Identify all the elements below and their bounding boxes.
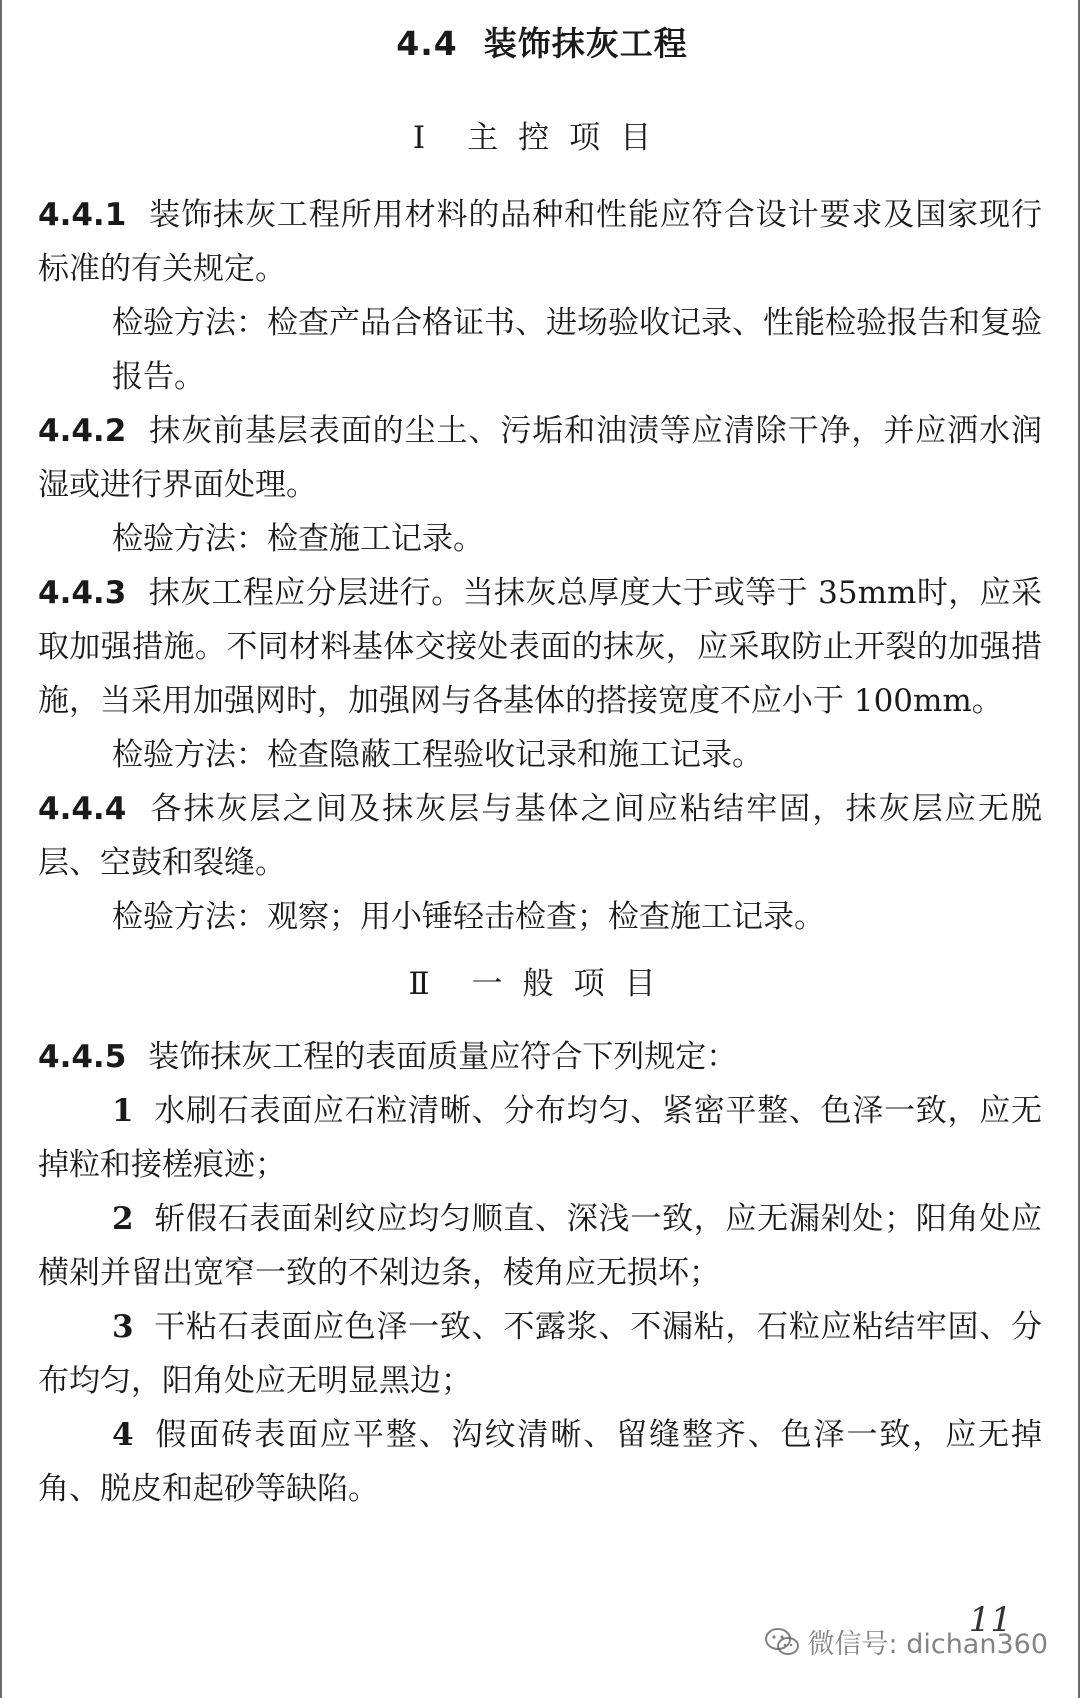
- clause-4-4-5: [38, 1030, 1042, 1084]
- inspection-method: 检验方法：检查产品合格证书、进场验收记录、性能检验报告和复验报告。: [112, 305, 1042, 395]
- subheading-roman: Ⅱ: [408, 966, 450, 1002]
- clause-4-4-3: [38, 566, 1042, 728]
- subheading-text: 一般项目: [471, 966, 676, 1002]
- subheading-text: 主控项目: [467, 120, 672, 156]
- clause-number: 4.4.4: [38, 791, 127, 827]
- general-clauses: [38, 1030, 1042, 1516]
- inspection-method: 检验方法：检查隐蔽工程验收记录和施工记录。: [112, 737, 763, 773]
- list-item: [38, 1300, 1042, 1408]
- watermark: [764, 1622, 1048, 1661]
- section-title: [2, 18, 1080, 65]
- page-number: 11: [968, 1600, 1012, 1640]
- clause-number: 4.4.2: [38, 413, 127, 449]
- clause-text: 抹灰前基层表面的尘土、污垢和油渍等应清除干净，并应洒水润湿或进行界面处理。: [38, 413, 1042, 503]
- section-title-text: 装饰抹灰工程: [483, 24, 688, 63]
- item-number: 1: [112, 1093, 134, 1129]
- inspection-method: 检验方法：检查施工记录。: [112, 521, 484, 557]
- clause-number: 4.4.1: [38, 197, 127, 233]
- subheading-general-items: [2, 958, 1080, 1003]
- clause-4-4-1: [38, 188, 1042, 296]
- wechat-icon: [764, 1627, 800, 1657]
- item-text: 斩假石表面剁纹应均匀顺直、深浅一致，应无漏剁处；阳角处应横剁并留出宽窄一致的不剁边条，棱角应无损坏；: [38, 1201, 1042, 1291]
- clause-number: 4.4.5: [38, 1039, 127, 1075]
- item-text: 水刷石表面应石粒清晰、分布均匀、紧密平整、色泽一致，应无掉粒和接槎痕迹；: [38, 1093, 1042, 1183]
- item-number: 4: [112, 1417, 134, 1453]
- item-number: 3: [112, 1309, 134, 1345]
- inspection-method: 检验方法：观察；用小锤轻击检查；检查施工记录。: [112, 899, 825, 935]
- clause-4-4-2: [38, 404, 1042, 512]
- clause-text: 各抹灰层之间及抹灰层与基体之间应粘结牢固，抹灰层应无脱层、空鼓和裂缝。: [38, 791, 1042, 881]
- clause-text: 装饰抹灰工程所用材料的品种和性能应符合设计要求及国家现行标准的有关规定。: [38, 197, 1042, 287]
- clause-text: 装饰抹灰工程的表面质量应符合下列规定：: [148, 1039, 738, 1075]
- list-item: [38, 1192, 1042, 1300]
- section-number: 4.4: [396, 24, 458, 63]
- list-item: [38, 1084, 1042, 1192]
- subheading-roman: Ⅰ: [412, 120, 446, 156]
- item-text: 假面砖表面应平整、沟纹清晰、留缝整齐、色泽一致，应无掉角、脱皮和起砂等缺陷。: [38, 1417, 1042, 1507]
- clause-text: 抹灰工程应分层进行。当抹灰总厚度大于或等于 35mm时，应采取加强措施。不同材料基体交接处表面的抹灰，应采取防止开裂的加强措施，当采用加强网时，加强网与各基体的搭接宽度不应小于 100mm。: [38, 575, 1042, 719]
- clause-4-4-4: [38, 782, 1042, 890]
- main-control-clauses: [38, 188, 1042, 944]
- clause-number: 4.4.3: [38, 575, 127, 611]
- list-item: [38, 1408, 1042, 1516]
- watermark-text: 微信号: dichan360: [807, 1629, 1048, 1660]
- subheading-main-control: [2, 112, 1080, 157]
- item-text: 干粘石表面应色泽一致、不露浆、不漏粘，石粒应粘结牢固、分布均匀，阳角处应无明显黑边；: [38, 1309, 1042, 1399]
- item-number: 2: [112, 1201, 134, 1237]
